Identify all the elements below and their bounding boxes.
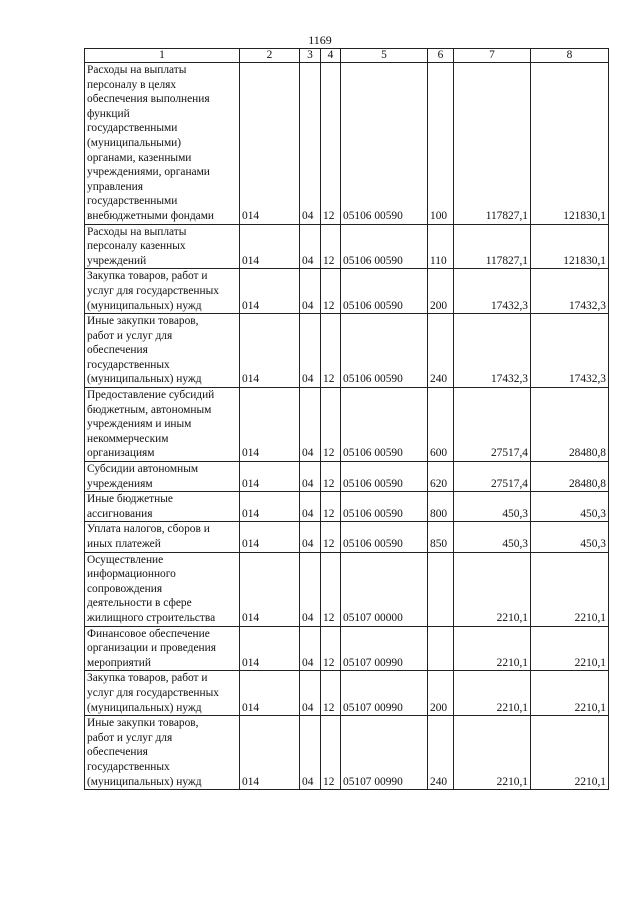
section-cell: 04 xyxy=(300,269,321,314)
column-header: 7 xyxy=(454,49,531,63)
amount-year1-cell: 27517,4 xyxy=(454,462,531,492)
amount-year2-cell: 28480,8 xyxy=(531,388,609,462)
target-article-cell: 05106 00590 xyxy=(341,269,428,314)
expense-type-cell: 800 xyxy=(428,492,454,522)
row-name-cell: Финансовое обеспечение организации и проведения мероприятий xyxy=(85,626,240,671)
amount-year2-cell: 17432,3 xyxy=(531,269,609,314)
target-article-cell: 05106 00590 xyxy=(341,492,428,522)
target-article-cell: 05106 00590 xyxy=(341,224,428,269)
table-row xyxy=(85,63,609,225)
row-name-cell: Закупка товаров, работ и услуг для государственных (муниципальных) нужд xyxy=(85,269,240,314)
admin-code-cell: 014 xyxy=(240,671,300,716)
table-row xyxy=(85,388,609,462)
admin-code-cell: 014 xyxy=(240,626,300,671)
section-cell: 04 xyxy=(300,552,321,626)
amount-year1-cell: 2210,1 xyxy=(454,716,531,790)
admin-code-cell: 014 xyxy=(240,314,300,388)
row-name-cell: Субсидии автономным учреждениям xyxy=(85,462,240,492)
admin-code-cell: 014 xyxy=(240,716,300,790)
table-body xyxy=(85,63,609,790)
amount-year1-cell: 117827,1 xyxy=(454,224,531,269)
table-row xyxy=(85,314,609,388)
subsection-cell: 12 xyxy=(321,388,341,462)
column-header: 5 xyxy=(341,49,428,63)
admin-code-cell: 014 xyxy=(240,388,300,462)
admin-code-cell: 014 xyxy=(240,224,300,269)
section-cell: 04 xyxy=(300,63,321,225)
subsection-cell: 12 xyxy=(321,269,341,314)
table-row xyxy=(85,462,609,492)
amount-year2-cell: 2210,1 xyxy=(531,552,609,626)
column-header: 8 xyxy=(531,49,609,63)
subsection-cell: 12 xyxy=(321,671,341,716)
amount-year1-cell: 2210,1 xyxy=(454,552,531,626)
table-row xyxy=(85,552,609,626)
target-article-cell: 05106 00590 xyxy=(341,314,428,388)
table-row xyxy=(85,224,609,269)
subsection-cell: 12 xyxy=(321,224,341,269)
column-header: 2 xyxy=(240,49,300,63)
expense-type-cell: 200 xyxy=(428,671,454,716)
amount-year2-cell: 28480,8 xyxy=(531,462,609,492)
section-cell: 04 xyxy=(300,626,321,671)
expense-type-cell: 620 xyxy=(428,462,454,492)
column-header: 6 xyxy=(428,49,454,63)
amount-year2-cell: 450,3 xyxy=(531,522,609,552)
table-row xyxy=(85,626,609,671)
amount-year1-cell: 2210,1 xyxy=(454,671,531,716)
column-header: 3 xyxy=(300,49,321,63)
subsection-cell: 12 xyxy=(321,552,341,626)
expense-type-cell: 600 xyxy=(428,388,454,462)
expense-type-cell: 100 xyxy=(428,63,454,225)
subsection-cell: 12 xyxy=(321,462,341,492)
section-cell: 04 xyxy=(300,462,321,492)
amount-year1-cell: 17432,3 xyxy=(454,269,531,314)
column-header: 4 xyxy=(321,49,341,63)
table-row xyxy=(85,492,609,522)
amount-year1-cell: 450,3 xyxy=(454,522,531,552)
column-header: 1 xyxy=(85,49,240,63)
table-row xyxy=(85,716,609,790)
expense-type-cell: 110 xyxy=(428,224,454,269)
section-cell: 04 xyxy=(300,522,321,552)
subsection-cell: 12 xyxy=(321,63,341,225)
table-row xyxy=(85,671,609,716)
expense-type-cell: 200 xyxy=(428,269,454,314)
expense-type-cell: 240 xyxy=(428,314,454,388)
admin-code-cell: 014 xyxy=(240,269,300,314)
budget-table xyxy=(84,48,609,790)
expense-type-cell: 240 xyxy=(428,716,454,790)
section-cell: 04 xyxy=(300,492,321,522)
target-article-cell: 05106 00590 xyxy=(341,462,428,492)
amount-year2-cell: 2210,1 xyxy=(531,626,609,671)
header-row xyxy=(85,49,609,63)
target-article-cell: 05107 00990 xyxy=(341,671,428,716)
row-name-cell: Закупка товаров, работ и услуг для государственных (муниципальных) нужд xyxy=(85,671,240,716)
expense-type-cell xyxy=(428,552,454,626)
row-name-cell: Иные закупки товаров, работ и услуг для обеспечения государственных (муниципальных) нужд xyxy=(85,314,240,388)
expense-type-cell xyxy=(428,626,454,671)
admin-code-cell: 014 xyxy=(240,462,300,492)
subsection-cell: 12 xyxy=(321,716,341,790)
admin-code-cell: 014 xyxy=(240,63,300,225)
amount-year2-cell: 450,3 xyxy=(531,492,609,522)
admin-code-cell: 014 xyxy=(240,552,300,626)
section-cell: 04 xyxy=(300,716,321,790)
row-name-cell: Уплата налогов, сборов и иных платежей xyxy=(85,522,240,552)
target-article-cell: 05106 00590 xyxy=(341,63,428,225)
table-row xyxy=(85,269,609,314)
row-name-cell: Осуществление информационного сопровождения деятельности в сфере жилищного строительства xyxy=(85,552,240,626)
row-name-cell: Иные бюджетные ассигнования xyxy=(85,492,240,522)
section-cell: 04 xyxy=(300,224,321,269)
admin-code-cell: 014 xyxy=(240,492,300,522)
expense-type-cell: 850 xyxy=(428,522,454,552)
target-article-cell: 05106 00590 xyxy=(341,388,428,462)
amount-year1-cell: 27517,4 xyxy=(454,388,531,462)
amount-year1-cell: 117827,1 xyxy=(454,63,531,225)
amount-year2-cell: 121830,1 xyxy=(531,224,609,269)
amount-year1-cell: 450,3 xyxy=(454,492,531,522)
target-article-cell: 05106 00590 xyxy=(341,522,428,552)
table-row xyxy=(85,522,609,552)
subsection-cell: 12 xyxy=(321,626,341,671)
row-name-cell: Иные закупки товаров, работ и услуг для обеспечения государственных (муниципальных) нужд xyxy=(85,716,240,790)
amount-year1-cell: 2210,1 xyxy=(454,626,531,671)
amount-year2-cell: 2210,1 xyxy=(531,716,609,790)
row-name-cell: Предоставление субсидий бюджетным, автономным учреждениям и иным некоммерческим организациям xyxy=(85,388,240,462)
target-article-cell: 05107 00990 xyxy=(341,626,428,671)
subsection-cell: 12 xyxy=(321,522,341,552)
row-name-cell: Расходы на выплаты персоналу казенных учреждений xyxy=(85,224,240,269)
amount-year1-cell: 17432,3 xyxy=(454,314,531,388)
target-article-cell: 05107 00990 xyxy=(341,716,428,790)
section-cell: 04 xyxy=(300,314,321,388)
subsection-cell: 12 xyxy=(321,314,341,388)
page-number: 1169 xyxy=(308,33,332,47)
subsection-cell: 12 xyxy=(321,492,341,522)
target-article-cell: 05107 00000 xyxy=(341,552,428,626)
section-cell: 04 xyxy=(300,388,321,462)
amount-year2-cell: 2210,1 xyxy=(531,671,609,716)
amount-year2-cell: 17432,3 xyxy=(531,314,609,388)
row-name-cell: Расходы на выплаты персоналу в целях обеспечения выполнения функций государственными (муниципальными) органами, казенными учреждениями, органами управления государственными внебюджетными фондами xyxy=(85,63,240,225)
section-cell: 04 xyxy=(300,671,321,716)
amount-year2-cell: 121830,1 xyxy=(531,63,609,225)
admin-code-cell: 014 xyxy=(240,522,300,552)
